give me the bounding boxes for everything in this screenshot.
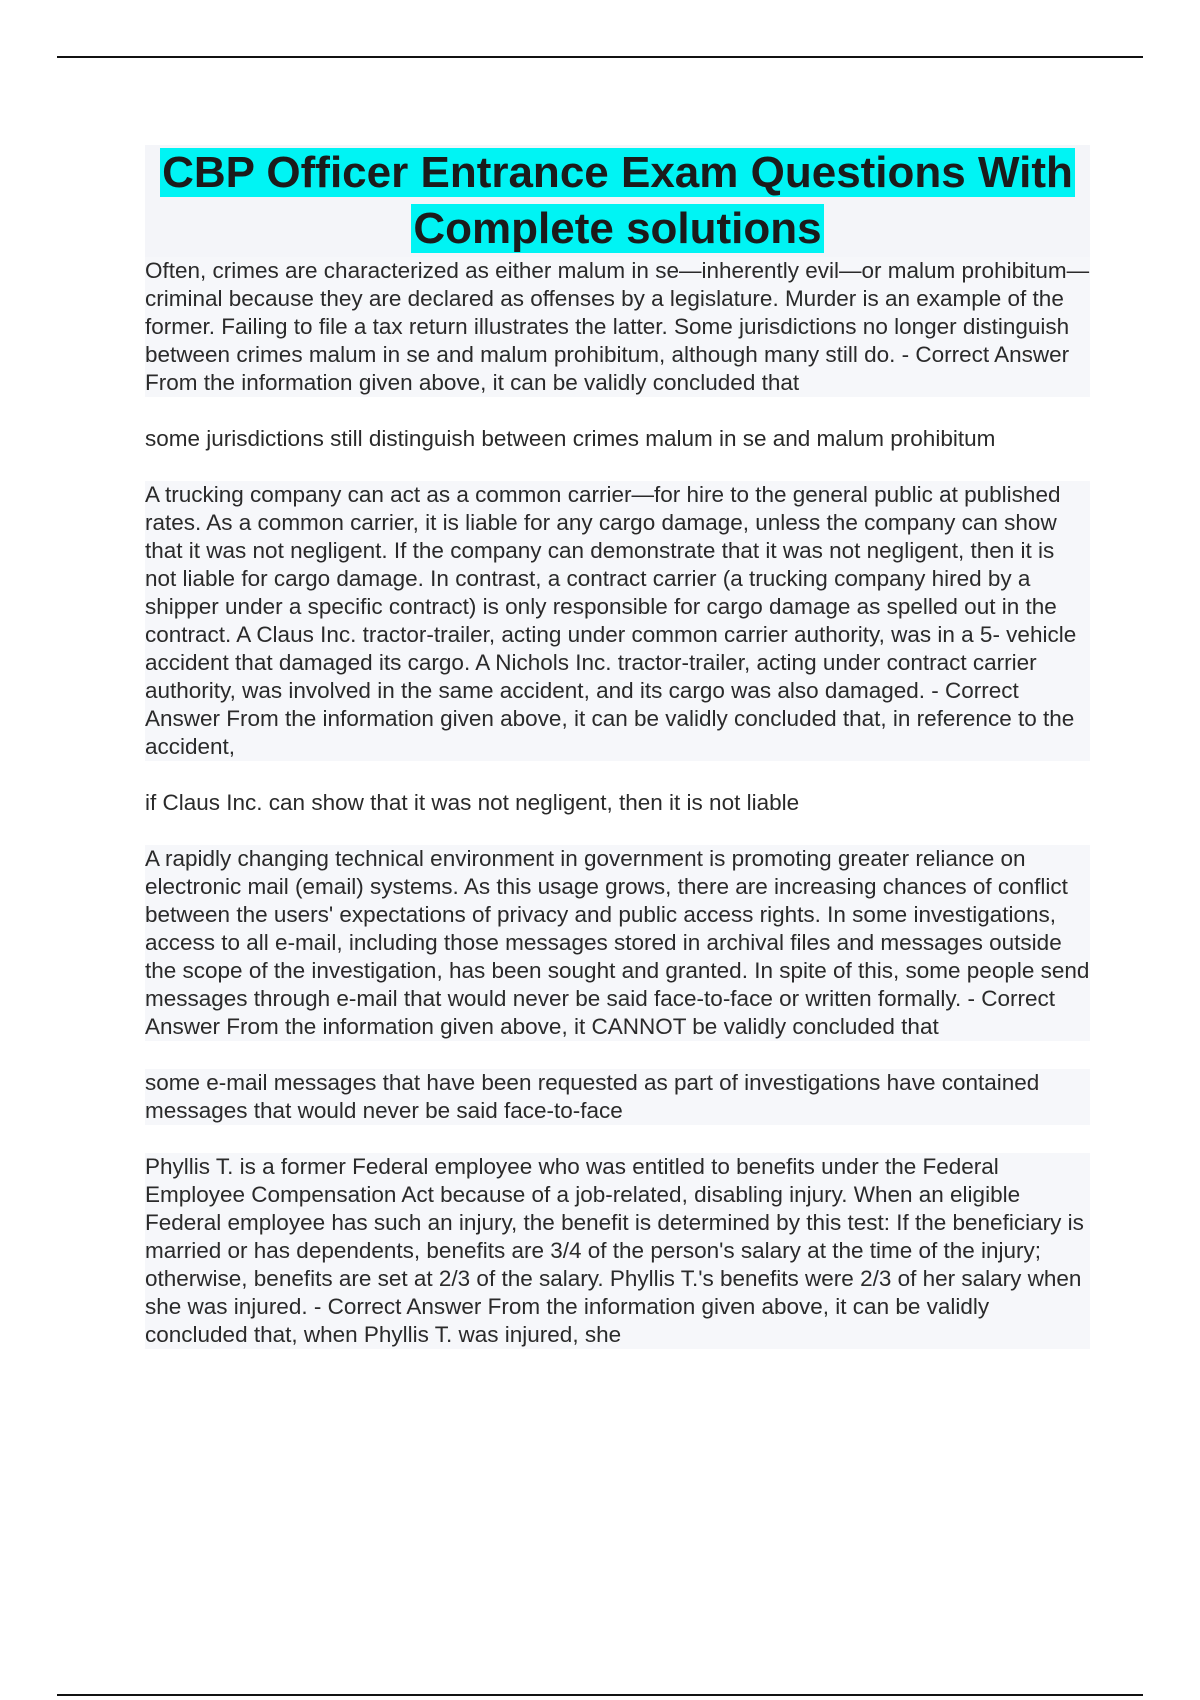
spacer xyxy=(145,397,1090,425)
question-3: A rapidly changing technical environment in government is promoting greater reliance on electronic mail (email) systems. As this usage grows, there are increasing chances of conflict between the users' expectations of privacy and public access rights. In some investigations, access to all e-mail, including those messages stored in archival files and messages outside the scope of the investigation, has been sought and granted. In spite of this, some people send messages through e-mail that would never be said face-to-face or written formally. - Correct Answer From the information given above, it CANNOT be validly concluded that xyxy=(145,846,1090,1039)
spacer xyxy=(145,453,1090,481)
question-4: Phyllis T. is a former Federal employee who was entitled to benefits under the Federal Employee Compensation Act because of a job-related, disabling injury. When an eligible Federal employee has such an injury, the benefit is determined by this test: If the beneficiary is married or has dependents, benefits are 3/4 of the person's salary at the time of the injury; otherwise, benefits are set at 2/3 of the salary. Phyllis T.'s benefits were 2/3 of her salary when she was injured. - Correct Answer From the information given above, it can be validly concluded that, when Phyllis T. was injured, she xyxy=(145,1153,1090,1349)
answer-1: some jurisdictions still distinguish between crimes malum in se and malum prohibitum xyxy=(145,426,996,451)
spacer xyxy=(145,1125,1090,1153)
document-title xyxy=(145,145,1090,257)
spacer xyxy=(145,817,1090,845)
question-2: A trucking company can act as a common carrier—for hire to the general public at published rates. As a common carrier, it is liable for any cargo damage, unless the company can show that it was not negligent. If the company can demonstrate that it was not negligent, then it is not liable for cargo damage. In contrast, a contract carrier (a trucking company hired by a shipper under a specific contract) is only responsible for cargo damage as spelled out in the contract. A Claus Inc. tractor-trailer, acting under common carrier authority, was in a 5- vehicle accident that damaged its cargo. A Nichols Inc. tractor-trailer, acting under contract carrier authority, was involved in the same accident, and its cargo was also damaged. - Correct Answer From the information given above, it can be validly concluded that, in reference to the accident, xyxy=(145,481,1090,761)
document-body xyxy=(145,145,1090,1349)
answer-2: if Claus Inc. can show that it was not negligent, then it is not liable xyxy=(145,790,800,815)
bottom-rule xyxy=(57,1694,1143,1696)
top-rule xyxy=(57,56,1143,58)
spacer xyxy=(145,761,1090,789)
title-block xyxy=(145,145,1090,257)
answer-3: some e-mail messages that have been requested as part of investigations have contained messages that would never be said face-to-face xyxy=(145,1069,1090,1125)
document-title-text: CBP Officer Entrance Exam Questions With Complete solutions xyxy=(162,148,1073,253)
spacer xyxy=(145,1041,1090,1069)
question-1: Often, crimes are characterized as either malum in se—inherently evil—or malum prohibitum—criminal because they are declared as offenses by a legislature. Murder is an example of the former. Failing to file a tax return illustrates the latter. Some jurisdictions no longer distinguish between crimes malum in se and malum prohibitum, although many still do. - Correct Answer From the information given above, it can be validly concluded that xyxy=(145,258,1090,395)
